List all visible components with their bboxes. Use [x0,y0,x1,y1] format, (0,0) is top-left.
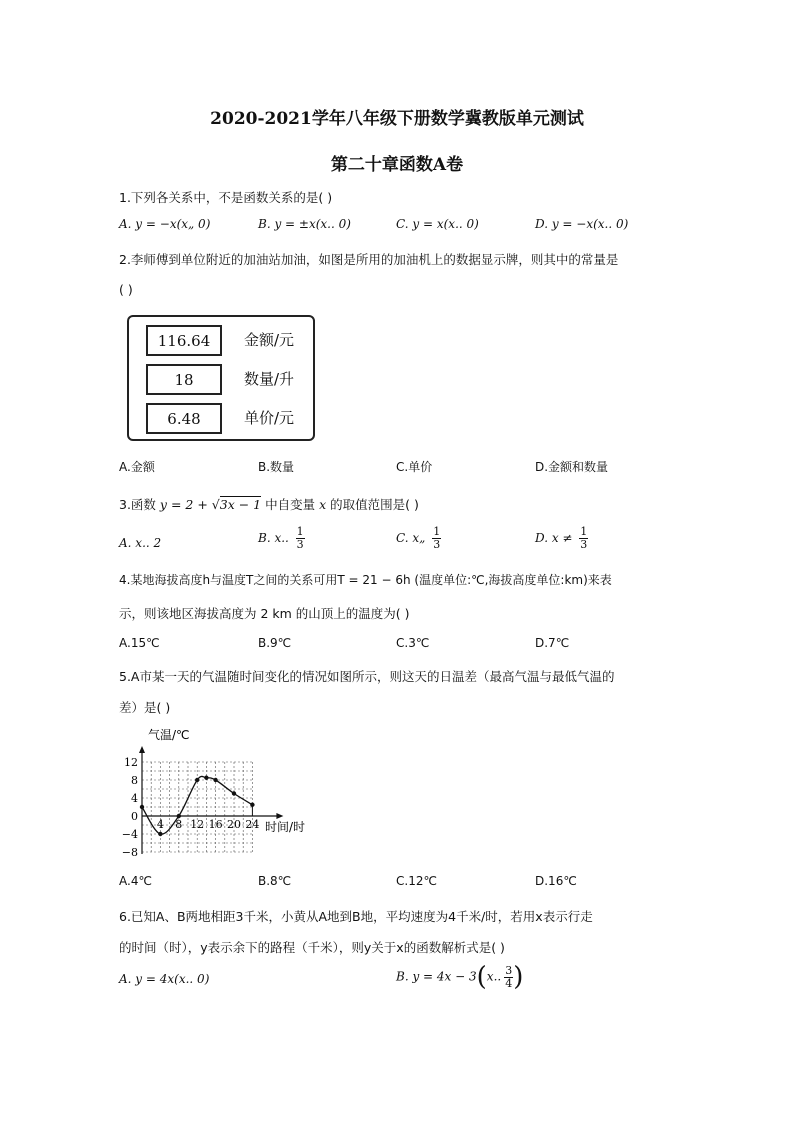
q2-stem: 2.李师傅到单位附近的加油站加油，如图是所用的加油机上的数据显示牌，则其中的常量是 [119,252,619,267]
data-point [213,778,217,782]
x-tick-label: 20 [227,818,241,831]
q4-option-a: A.15℃ [119,636,160,650]
q5-line1: 5.A市某一天的气温随时间变化的情况如图所示，则这天的日温差（最高气温与最低气温的 [119,669,615,684]
q3-option-a: A. x.. 2 [119,536,162,550]
data-point [204,776,208,780]
q1-stem: 1.下列各关系中，不是函数关系的是( ) [119,190,333,205]
unit-price-value: 6.48 [146,403,222,434]
q3-stem-sqrt: 3x − 1 [219,497,262,512]
x-tick-label: 8 [175,818,183,831]
q1-option-c: C. y = x(x.. 0) [396,217,479,231]
y-tick-label: 12 [124,756,138,769]
q6-line2: 的时间（时），y表示余下的路程（千米），则y关于x的函数解析式是( ) [119,940,505,955]
q5-option-a: A.4℃ [119,874,152,888]
q1-option-d: D. y = −x(x.. 0) [535,217,629,231]
q1-option-a: A. y = −x(x„ 0) [119,217,211,231]
quantity-value: 18 [146,364,222,395]
q5-option-c: C.12℃ [396,874,437,888]
y-tick-label: 4 [131,792,138,805]
x-tick-label: 12 [190,818,205,831]
q2-option-a: A.金额 [119,460,155,474]
q4-option-b: B.9℃ [258,636,292,650]
q4-option-d: D.7℃ [535,636,570,650]
q3-stem-var: x [319,497,327,512]
data-point [158,832,162,836]
x-tick-label: 4 [156,818,164,831]
x-tick-label: 16 [208,818,223,831]
q5-line2: 差）是( ) [119,700,171,715]
q3-option-c: C. x„ $\frac{1}{3}$ [396,525,441,551]
q2-option-d: D.金额和数量 [535,460,609,474]
q4-line1: 4.某地海拔高度h与温度T之间的关系可用T = 21 − 6h (温度单位:℃,海拔高度单位:km)来表 [119,573,612,587]
q3-stem: 3.函数 y = 2 + √3x − 1 中自变量 x 的取值范围是( ) [119,497,419,512]
y-tick-label: −4 [121,828,138,841]
q2-option-c: C.单价 [396,460,433,474]
q3-stem-math: y = 2 + [159,497,212,512]
q4-line2: 示，则该地区海拔高度为 2 km 的山顶上的温度为( ) [119,606,410,621]
x-axis-label: 时间/时 [265,820,306,834]
fuel-pump-display [127,315,315,441]
y-tick-label: 8 [131,774,138,787]
x-tick-label: 24 [245,818,260,831]
amount-value: 116.64 [146,325,222,356]
unit-price-label: 单价/元 [244,409,295,427]
quantity-label: 数量/升 [244,370,295,388]
data-point [232,791,236,795]
document-subtitle: 第二十章函数A卷 [330,155,464,175]
y-tick-label: −8 [121,846,138,859]
q3-option-d: D. x ≠ $\frac{1}{3}$ [535,525,588,551]
y-tick-label: 0 [131,810,138,823]
q6-option-b: B. y = 4x − 3(x.. $\frac{3}{4}$ ) [396,962,524,992]
q3-stem-pre: 3.函数 [119,497,156,512]
q5-option-b: B.8℃ [258,874,292,888]
q1-option-b: B. y = ±x(x.. 0) [258,217,351,231]
q5-option-d: D.16℃ [535,874,577,888]
q3-option-b: B. x.. $\frac{1}{3}$ [258,525,304,551]
q4-option-c: C.3℃ [396,636,430,650]
data-point [195,778,199,782]
q2-stem-paren: ( ) [119,282,133,297]
temperature-chart [115,722,315,867]
q2-option-b: B.数量 [258,460,295,474]
q3-stem-post: 中自变量 [265,497,316,512]
q6-option-a: A. y = 4x(x.. 0) [119,972,210,986]
document-title: 2020-2021学年八年级下册数学冀教版单元测试 [210,109,584,129]
q6-line1: 6.已知A、B两地相距3千米，小黄从A地到B地，平均速度为4千米/时，若用x表示行走 [119,909,593,924]
y-axis-label: 气温/℃ [148,728,190,742]
x-axis-arrow [276,813,283,819]
amount-label: 金额/元 [244,331,295,349]
y-axis-arrow [139,746,145,753]
data-point [140,805,144,809]
chart-grid [142,762,252,852]
q3-stem-end: 的取值范围是( ) [330,497,419,512]
data-point [177,814,181,818]
